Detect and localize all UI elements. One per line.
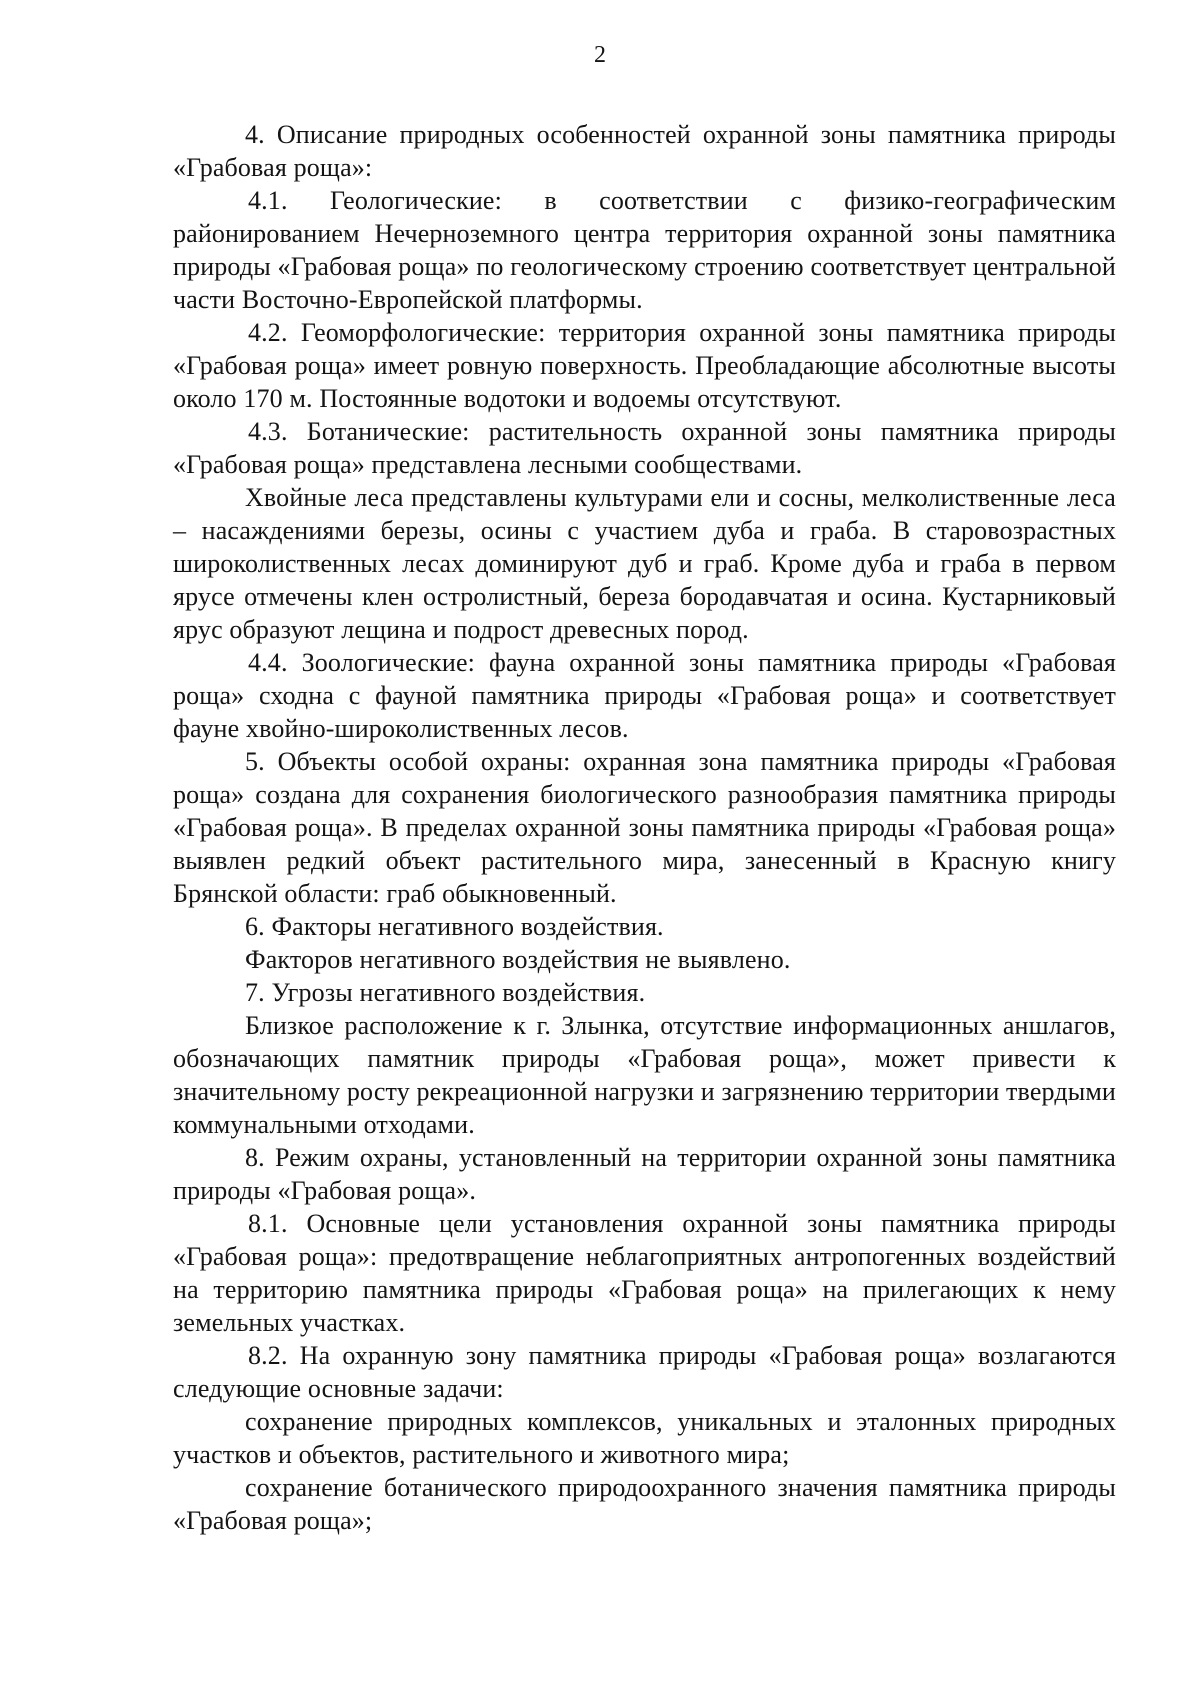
paragraph-4-heading: 4. Описание природных особенностей охранной зоны памятника природы «Грабовая роща»: <box>173 120 1116 182</box>
document-body <box>173 118 1116 1537</box>
paragraph-task-complexes: сохранение природных комплексов, уникальных и эталонных природных участков и объектов, растительного и животного мира; <box>173 1407 1116 1469</box>
paragraph-8-heading: 8. Режим охраны, установленный на территории охранной зоны памятника природы «Грабовая роща». <box>173 1143 1116 1205</box>
paragraph-7-text: Близкое расположение к г. Злынка, отсутствие информационных аншлагов, обозначающих памятник природы «Грабовая роща», может привести к значительному росту рекреационной нагрузки и загрязнению территории твердыми коммунальными отходами. <box>173 1011 1116 1139</box>
paragraph-task-botanical: сохранение ботанического природоохранного значения памятника природы «Грабовая роща»; <box>173 1473 1116 1535</box>
paragraph-7-heading: 7. Угрозы негативного воздействия. <box>245 978 646 1007</box>
paragraph-4-4-zoological: 4.4. Зоологические: фауна охранной зоны памятника природы «Грабовая роща» сходна с фауной памятника природы «Грабовая роща» и соответствует фауне хвойно-широколиственных лесов. <box>173 648 1116 743</box>
paragraph-8-2-tasks: 8.2. На охранную зону памятника природы «Грабовая роща» возлагаются следующие основные задачи: <box>173 1341 1116 1403</box>
paragraph-8-1-goals: 8.1. Основные цели установления охранной зоны памятника природы «Грабовая роща»: предотвращение неблагоприятных антропогенных воздействий на территорию памятника природы «Грабовая роща» на прилегающих к нему земельных участках. <box>173 1209 1116 1337</box>
page-number: 2 <box>594 42 606 68</box>
paragraph-4-1-geological: 4.1. Геологические: в соответствии с физико-географическим районированием Нечерноземного центра территория охранной зоны памятника природы «Грабовая роща» по геологическому строению соответствует центральной части Восточно-Европейской платформы. <box>173 186 1116 314</box>
paragraph-4-2-geomorphological: 4.2. Геоморфологические: территория охранной зоны памятника природы «Грабовая роща» имеет ровную поверхность. Преобладающие абсолютные высоты около 170 м. Постоянные водотоки и водоемы отсутствуют. <box>173 318 1116 413</box>
paragraph-6-heading: 6. Факторы негативного воздействия. <box>245 912 664 941</box>
paragraph-6-text: Факторов негативного воздействия не выявлено. <box>245 945 791 974</box>
paragraph-5-protected-objects: 5. Объекты особой охраны: охранная зона памятника природы «Грабовая роща» создана для сохранения биологического разнообразия памятника природы «Грабовая роща». В пределах охранной зоны памятника природы «Грабовая роща» выявлен редкий объект растительного мира, занесенный в Красную книгу Брянской области: граб обыкновенный. <box>173 747 1116 908</box>
paragraph-4-3-botanical: 4.3. Ботанические: растительность охранной зоны памятника природы «Грабовая роща» представлена лесными сообществами. <box>173 417 1116 479</box>
paragraph-forests: Хвойные леса представлены культурами ели и сосны, мелколиственные леса – насаждениями березы, осины с участием дуба и граба. В старовозрастных широколиственных лесах доминируют дуб и граб. Кроме дуба и граба в первом ярусе отмечены клен остролистный, береза бородавчатая и осина. Кустарниковый ярус образуют лещина и подрост древесных пород. <box>173 483 1116 644</box>
